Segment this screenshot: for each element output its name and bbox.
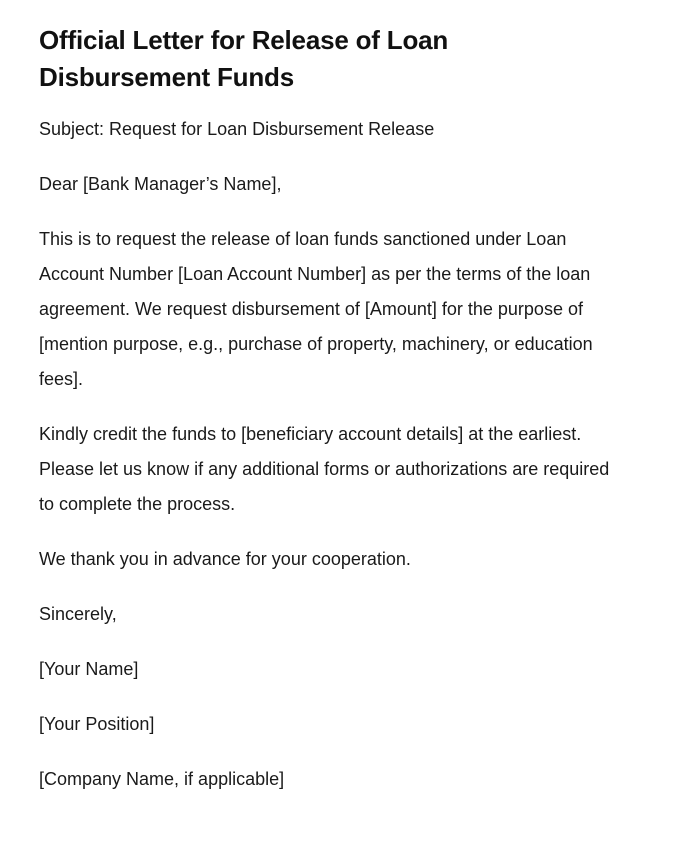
page-title: Official Letter for Release of Loan Disbursement Funds bbox=[39, 25, 449, 92]
closing-salutation: Sincerely, bbox=[39, 604, 117, 624]
signature-name: [Your Name] bbox=[39, 659, 139, 679]
salutation: Dear [Bank Manager’s Name], bbox=[39, 174, 282, 194]
body-paragraph-thanks: We thank you in advance for your cooperation. bbox=[39, 549, 411, 569]
signature-company: [Company Name, if applicable] bbox=[39, 769, 285, 789]
signature-position: [Your Position] bbox=[39, 714, 155, 734]
body-paragraph-credit-instructions: Kindly credit the funds to [beneficiary account details] at the earliest. Please let us know if any additional forms or authorizations are required to complete the process. bbox=[39, 424, 610, 514]
subject-line: Subject: Request for Loan Disbursement Release bbox=[39, 119, 435, 139]
body-paragraph-request: This is to request the release of loan funds sanctioned under Loan Account Number [Loan Account Number] as per the terms of the loan agreement. We request disbursement of [Amount] for the purpose of [mention purpose, e.g., purchase of property, machinery, or education fees]. bbox=[39, 229, 593, 389]
